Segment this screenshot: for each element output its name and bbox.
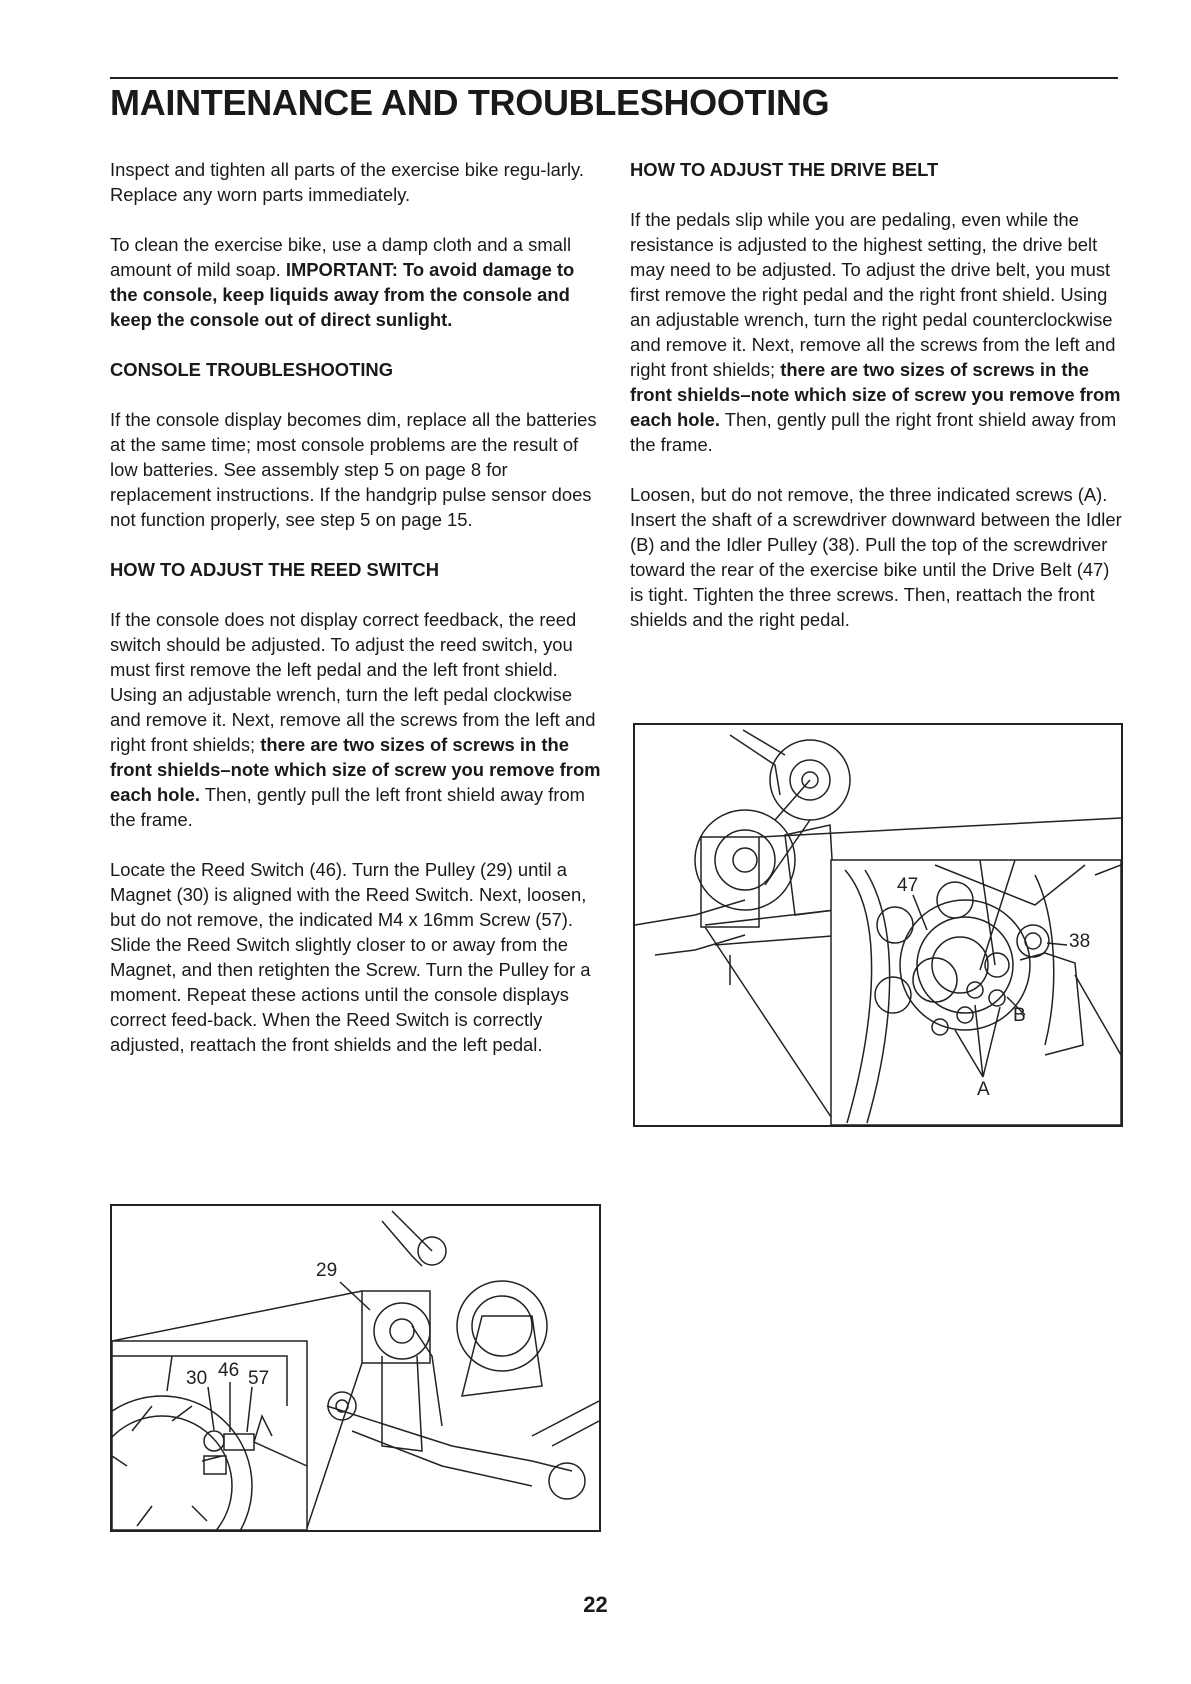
belt-intro-text: If the pedals slip while you are pedaling, even while the resistance is adjusted to the highest setting, the drive belt may need to be adjusted. To adjust the drive belt, you must first remove the right pedal and the right front shield. Using an adjustable wrench, turn the right pedal counterclockwise and remove it. Next, remove all the screws from the left and right front shields; <box>630 209 1116 380</box>
title-rule <box>110 77 1118 79</box>
reed-intro-paragraph <box>110 607 602 832</box>
reed-switch-figure <box>110 1204 601 1532</box>
belt-intro-end: Then, gently pull the right front shield away from the frame. <box>630 409 1117 455</box>
cleaning-paragraph <box>110 232 602 332</box>
callout-a: A <box>977 1079 990 1100</box>
belt-intro-paragraph <box>630 207 1122 457</box>
page-number: 22 <box>583 1592 608 1617</box>
console-troubleshooting-heading: CONSOLE TROUBLESHOOTING <box>110 359 394 380</box>
belt-screws-note: there are two sizes of screws in the front shields–note which size of screw you remove from each hole. <box>630 359 1121 430</box>
drive-belt-heading: HOW TO ADJUST THE DRIVE BELT <box>630 159 939 180</box>
inspect-paragraph: Inspect and tighten all parts of the exercise bike regu-larly. Replace any worn parts immediately. <box>110 159 584 205</box>
callout-29: 29 <box>316 1260 338 1281</box>
drive-belt-figure <box>633 723 1123 1127</box>
callout-38: 38 <box>1069 931 1091 952</box>
callout-b: B <box>1013 1005 1026 1026</box>
cleaning-important: IMPORTANT: To avoid damage to the console, keep liquids away from the console and keep the console out of direct sunlight. <box>110 259 575 330</box>
reed-steps-paragraph: Locate the Reed Switch (46). Turn the Pulley (29) until a Magnet (30) is aligned with the Reed Switch. Next, loosen, but do not remove, the indicated M4 x 16mm Screw (57). Slide the Reed Switch slightly closer to or away from the Magnet, and then retighten the Screw. Turn the Pulley for a moment. Repeat these actions until the console displays correct feed-back. When the Reed Switch is correctly adjusted, reattach the front shields and the left pedal. <box>110 859 591 1055</box>
callout-30: 30 <box>186 1368 208 1389</box>
reed-screws-note: there are two sizes of screws in the front shields–note which size of screw you remove from each hole. <box>110 734 601 805</box>
console-paragraph: If the console display becomes dim, replace all the batteries at the same time; most console problems are the result of low batteries. See assembly step 5 on page 8 for replacement instructions. If the handgrip pulse sensor does not function properly, see step 5 on page 15. <box>110 409 597 530</box>
page-title: MAINTENANCE AND TROUBLESHOOTING <box>110 82 830 123</box>
drive-belt-illustration <box>635 725 1121 1125</box>
left-column <box>110 157 602 1082</box>
cleaning-text: To clean the exercise bike, use a damp cloth and a small amount of mild soap. <box>110 234 572 280</box>
callout-47: 47 <box>897 875 919 896</box>
belt-steps-paragraph: Loosen, but do not remove, the three indicated screws (A). Insert the shaft of a screwdriver downward between the Idler (B) and the Idler Pulley (38). Pull the top of the screwdriver toward the rear of the exercise bike until the Drive Belt (47) is tight. Tighten the three screws. Then, reattach the front shields and the right pedal. <box>630 484 1122 630</box>
callout-46: 46 <box>218 1360 240 1381</box>
reed-intro-end: Then, gently pull the left front shield away from the frame. <box>110 784 585 830</box>
reed-intro-text: If the console does not display correct feedback, the reed switch should be adjusted. To adjust the reed switch, you must first remove the left pedal and the left front shield. Using an adjustable wrench, turn the left pedal clockwise and remove it. Next, remove all the screws from the left and right front shields; <box>110 609 596 755</box>
right-column <box>630 157 1122 657</box>
reed-switch-illustration <box>112 1206 599 1530</box>
callout-57: 57 <box>248 1368 270 1389</box>
reed-switch-heading: HOW TO ADJUST THE REED SWITCH <box>110 559 439 580</box>
